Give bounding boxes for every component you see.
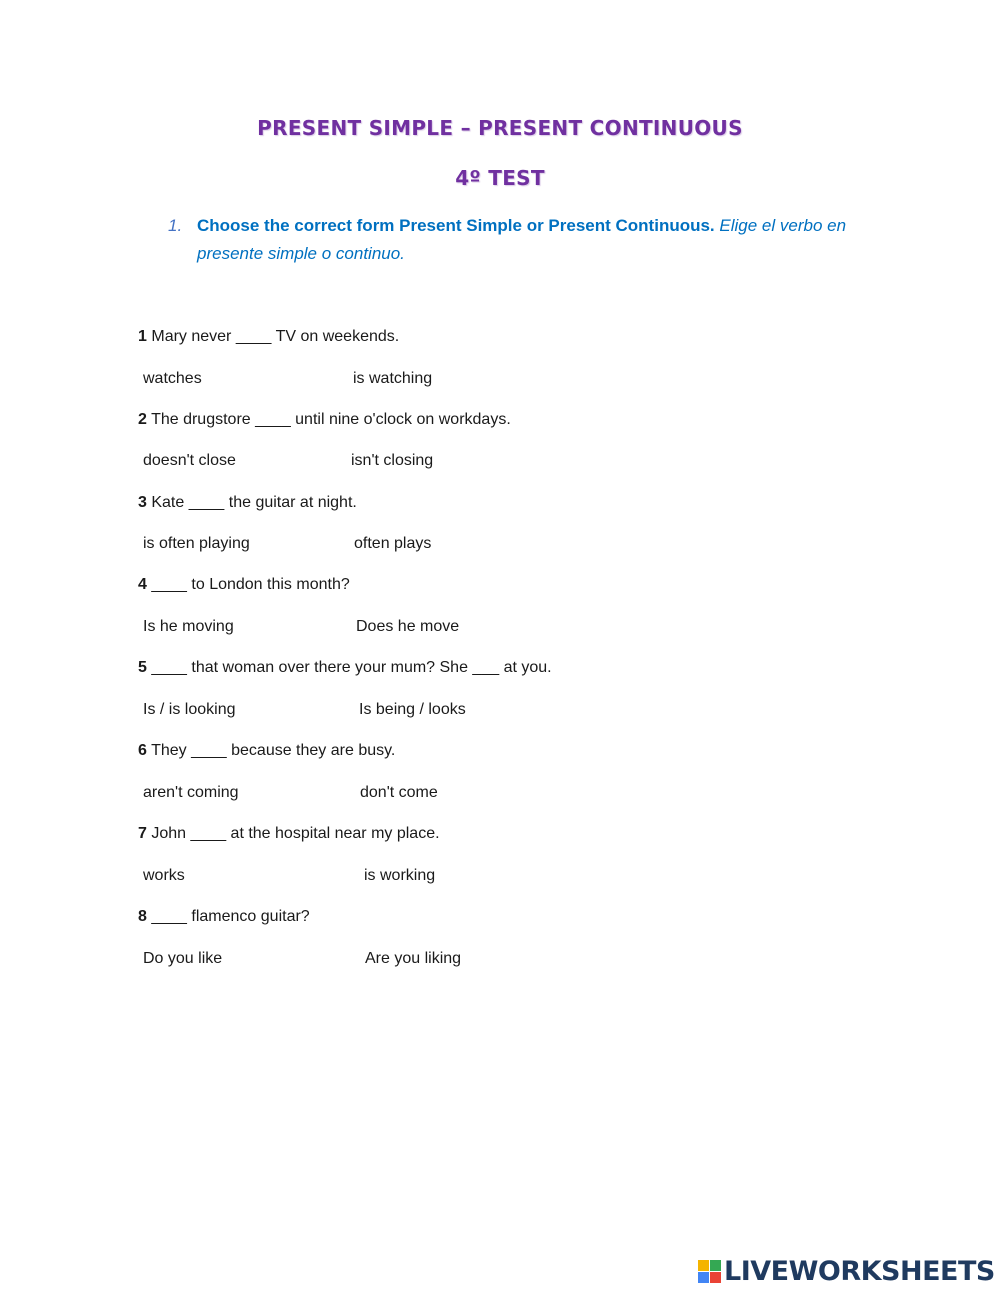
question-6: [138, 741, 395, 761]
option-3a[interactable]: is often playing: [143, 535, 250, 552]
logo-block: [710, 1260, 721, 1271]
logo-text: LIVEWORKSHEETS: [724, 1256, 995, 1287]
option-4b[interactable]: Does he move: [356, 618, 460, 635]
option-8a[interactable]: Do you like: [143, 950, 223, 967]
question-text: They ____ because they are busy.: [151, 742, 396, 759]
option-1b[interactable]: is watching: [353, 370, 433, 387]
question-number: 7: [138, 825, 147, 842]
question-text: ____ to London this month?: [151, 576, 350, 593]
question-text: ____ flamenco guitar?: [151, 908, 310, 925]
question-text: John ____ at the hospital near my place.: [151, 825, 440, 842]
question-number: 8: [138, 908, 147, 925]
question-number: 1: [138, 328, 147, 345]
question-1: [138, 327, 399, 347]
liveworksheets-logo: [698, 1256, 995, 1287]
logo-block: [698, 1272, 709, 1283]
question-text: ____ that woman over there your mum? She ___ at you.: [151, 659, 552, 676]
option-6a[interactable]: aren't coming: [143, 784, 239, 801]
question-number: 2: [138, 411, 147, 428]
option-2a[interactable]: doesn't close: [143, 452, 236, 469]
option-4a[interactable]: Is he moving: [143, 618, 234, 635]
option-5b[interactable]: Is being / looks: [359, 701, 466, 718]
question-8: [138, 907, 310, 927]
option-3b[interactable]: often plays: [354, 535, 432, 552]
question-text: Kate ____ the guitar at night.: [151, 494, 357, 511]
logo-block: [710, 1272, 721, 1283]
question-7: [138, 824, 440, 844]
question-number: 6: [138, 742, 147, 759]
worksheet-subtitle: 4º TEST: [455, 166, 545, 190]
instruction-bold-text: Choose the correct form Present Simple or Present Continuous.: [197, 216, 715, 235]
question-number: 3: [138, 494, 147, 511]
worksheet-title: PRESENT SIMPLE – PRESENT CONTINUOUS: [257, 116, 743, 140]
option-1a[interactable]: watches: [143, 370, 202, 387]
logo-blocks-icon: [698, 1260, 721, 1283]
instruction-number: 1.: [168, 216, 183, 235]
option-8b[interactable]: Are you liking: [365, 950, 462, 967]
option-7a[interactable]: works: [143, 867, 185, 884]
question-number: 5: [138, 659, 147, 676]
question-text: The drugstore ____ until nine o'clock on workdays.: [151, 411, 511, 428]
option-2b[interactable]: isn't closing: [351, 452, 434, 469]
question-number: 4: [138, 576, 147, 593]
question-4: [138, 575, 350, 595]
question-2: [138, 410, 511, 430]
option-6b[interactable]: don't come: [360, 784, 438, 801]
question-5: [138, 658, 552, 678]
instruction: [168, 212, 858, 268]
instruction-italic-text: Elige el verbo en presente simple o continuo.: [197, 216, 847, 263]
question-text: Mary never ____ TV on weekends.: [151, 328, 400, 345]
option-7b[interactable]: is working: [364, 867, 436, 884]
option-5a[interactable]: Is / is looking: [143, 701, 236, 718]
logo-block: [698, 1260, 709, 1271]
question-3: [138, 493, 357, 513]
